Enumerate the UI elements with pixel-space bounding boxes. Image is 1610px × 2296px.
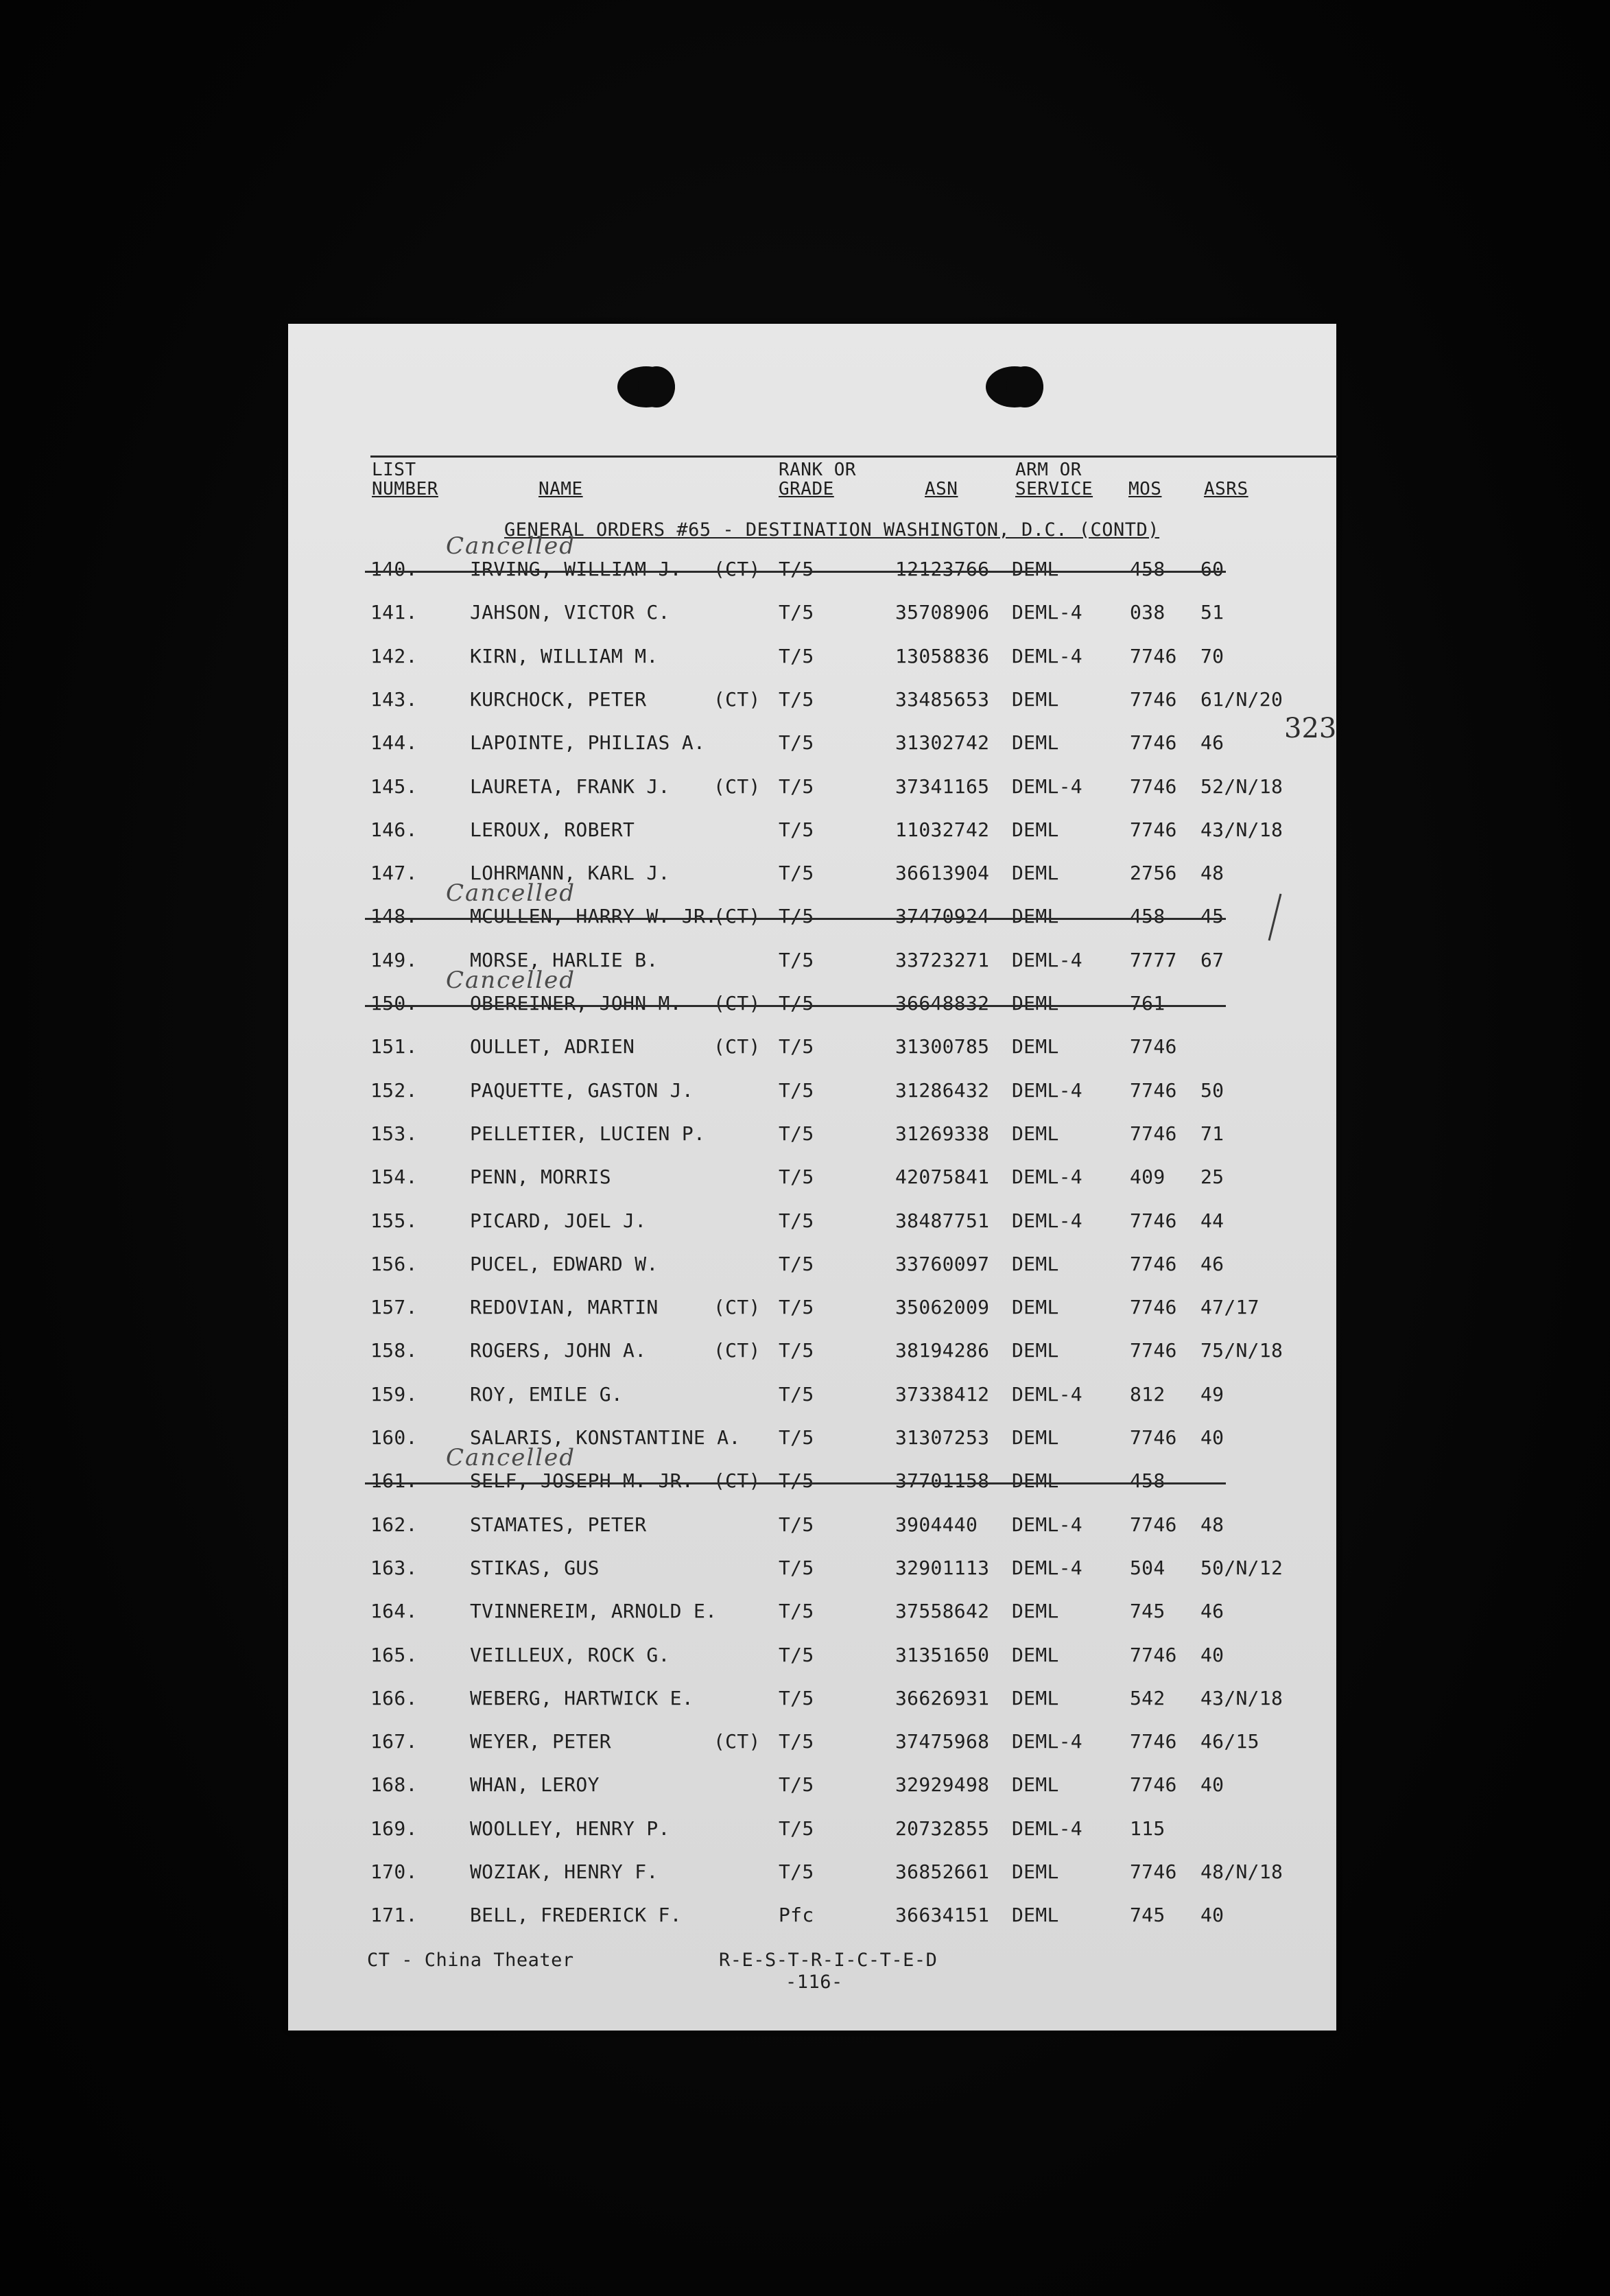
cell-num: 151.: [370, 1035, 418, 1058]
cell-asn: 37701158: [895, 1469, 990, 1492]
cell-svc: DEML-4: [1012, 1730, 1082, 1753]
cell-name: MORSE, HARLIE B.: [470, 949, 659, 971]
table-row: [288, 1815, 1336, 1843]
cell-asn: 37341165: [895, 775, 990, 798]
cell-grade: T/5: [779, 1730, 814, 1753]
table-row: [288, 1163, 1336, 1191]
cell-asrs: 51: [1200, 601, 1224, 624]
cell-num: 162.: [370, 1513, 418, 1536]
table-row: [288, 1294, 1336, 1321]
cell-svc: DEML: [1012, 1253, 1059, 1275]
cell-grade: Pfc: [779, 1904, 814, 1926]
section-title: GENERAL ORDERS #65 - DESTINATION WASHINGTON, D.C. (CONTD): [504, 519, 1160, 541]
table-row: [288, 1381, 1336, 1408]
cell-mos: 745: [1130, 1904, 1165, 1926]
cell-svc: DEML: [1012, 1773, 1059, 1796]
cell-name: LOHRMANN, KARL J.: [470, 862, 670, 884]
cell-asn: 31286432: [895, 1079, 990, 1102]
cell-svc: DEML-4: [1012, 1513, 1082, 1536]
punch-hole-right: [986, 366, 1043, 407]
table-row: [288, 532, 1336, 583]
cell-grade: T/5: [779, 1644, 814, 1666]
cell-asrs: 48/N/18: [1200, 1860, 1283, 1883]
cell-asn: 36613904: [895, 862, 990, 884]
cell-asn: 36634151: [895, 1904, 990, 1926]
cell-grade: T/5: [779, 1426, 814, 1449]
cell-name: KURCHOCK, PETER: [470, 688, 647, 711]
header-name: NAME: [538, 479, 583, 499]
cell-grade: T/5: [779, 862, 814, 884]
cell-asn: 37475968: [895, 1730, 990, 1753]
cell-grade: T/5: [779, 1035, 814, 1058]
header-mos: MOS: [1128, 479, 1162, 499]
cancelled-handwriting: Cancelled: [446, 532, 576, 560]
cell-mos: 7746: [1130, 1513, 1177, 1536]
cell-ct: (CT): [713, 1469, 761, 1492]
cell-grade: T/5: [779, 1513, 814, 1536]
cell-mos: 7746: [1130, 1253, 1177, 1275]
cell-num: 153.: [370, 1122, 418, 1145]
cell-mos: 458: [1130, 558, 1165, 580]
cell-asn: 13058836: [895, 645, 990, 667]
cell-name: SALARIS, KONSTANTINE A.: [470, 1426, 741, 1449]
cell-svc: DEML-4: [1012, 1165, 1082, 1188]
cell-grade: T/5: [779, 1122, 814, 1145]
cell-mos: 542: [1130, 1687, 1165, 1709]
cancelled-handwriting: Cancelled: [446, 879, 576, 907]
cell-name: WOOLLEY, HENRY P.: [470, 1817, 670, 1840]
cell-svc: DEML-4: [1012, 1079, 1082, 1102]
cell-mos: 7746: [1130, 645, 1177, 667]
cell-num: 171.: [370, 1904, 418, 1926]
cell-asn: 35708906: [895, 601, 990, 624]
footer-legend: CT - China Theater: [367, 1950, 574, 1971]
cell-ct: (CT): [713, 1339, 761, 1362]
table-row: [288, 1554, 1336, 1582]
cell-asrs: 46: [1200, 1253, 1224, 1275]
cell-mos: 812: [1130, 1383, 1165, 1406]
cell-num: 148.: [370, 905, 418, 927]
cell-asrs: 61/N/20: [1200, 688, 1283, 711]
cell-name: KIRN, WILLIAM M.: [470, 645, 659, 667]
cell-num: 170.: [370, 1860, 418, 1883]
table-row: [288, 1251, 1336, 1278]
cell-num: 160.: [370, 1426, 418, 1449]
cell-asrs: 46: [1200, 1600, 1224, 1622]
cell-asn: 32901113: [895, 1557, 990, 1579]
cell-num: 156.: [370, 1253, 418, 1275]
footer-classification: R-E-S-T-R-I-C-T-E-D: [719, 1950, 938, 1971]
cell-grade: T/5: [779, 601, 814, 624]
cell-mos: 458: [1130, 905, 1165, 927]
cell-asn: 36852661: [895, 1860, 990, 1883]
cell-asrs: 71: [1200, 1122, 1224, 1145]
table-row: [288, 1642, 1336, 1669]
cell-grade: T/5: [779, 1209, 814, 1232]
cell-num: 167.: [370, 1730, 418, 1753]
cell-svc: DEML: [1012, 1122, 1059, 1145]
table-row: [288, 1207, 1336, 1235]
cell-mos: 7746: [1130, 1644, 1177, 1666]
table-row: [288, 773, 1336, 801]
cell-num: 165.: [370, 1644, 418, 1666]
cell-ct: (CT): [713, 992, 761, 1015]
cell-svc: DEML-4: [1012, 1383, 1082, 1406]
table-row: [288, 686, 1336, 713]
table-row: [288, 816, 1336, 844]
cell-asrs: 43/N/18: [1200, 818, 1283, 841]
cell-num: 147.: [370, 862, 418, 884]
cell-asn: 37558642: [895, 1600, 990, 1622]
cell-asrs: 49: [1200, 1383, 1224, 1406]
cell-mos: 761: [1130, 992, 1165, 1015]
cell-asrs: 48: [1200, 862, 1224, 884]
table-row: [288, 599, 1336, 626]
cell-num: 143.: [370, 688, 418, 711]
cell-svc: DEML: [1012, 731, 1059, 754]
cell-num: 164.: [370, 1600, 418, 1622]
cell-grade: T/5: [779, 1557, 814, 1579]
cell-ct: (CT): [713, 905, 761, 927]
cell-name: STIKAS, GUS: [470, 1557, 600, 1579]
cell-svc: DEML: [1012, 1860, 1059, 1883]
cell-name: LAURETA, FRANK J.: [470, 775, 670, 798]
header-list-number-l1: LIST: [372, 460, 416, 480]
cell-ct: (CT): [713, 775, 761, 798]
cell-mos: 115: [1130, 1817, 1165, 1840]
cell-mos: 458: [1130, 1469, 1165, 1492]
cell-svc: DEML-4: [1012, 601, 1082, 624]
cell-mos: 7746: [1130, 731, 1177, 754]
cell-mos: 504: [1130, 1557, 1165, 1579]
table-row: [288, 729, 1336, 757]
cell-asrs: 44: [1200, 1209, 1224, 1232]
cell-name: OBEREINER, JOHN M.: [470, 992, 682, 1015]
cell-svc: DEML: [1012, 818, 1059, 841]
cell-grade: T/5: [779, 1860, 814, 1883]
cell-mos: 409: [1130, 1165, 1165, 1188]
table-row: [288, 1902, 1336, 1929]
cell-mos: 745: [1130, 1600, 1165, 1622]
cell-asrs: 52/N/18: [1200, 775, 1283, 798]
cell-grade: T/5: [779, 731, 814, 754]
cell-asrs: 50/N/12: [1200, 1557, 1283, 1579]
cell-name: PUCEL, EDWARD W.: [470, 1253, 659, 1275]
cell-name: WEBERG, HARTWICK E.: [470, 1687, 694, 1709]
header-arm-l2: SERVICE: [1015, 479, 1093, 499]
strike-through-line: [365, 1482, 1226, 1484]
cell-name: STAMATES, PETER: [470, 1513, 647, 1536]
cell-svc: DEML: [1012, 1035, 1059, 1058]
cell-grade: T/5: [779, 949, 814, 971]
cell-name: WEYER, PETER: [470, 1730, 611, 1753]
cell-svc: DEML: [1012, 688, 1059, 711]
strike-through-line: [365, 571, 1226, 573]
cell-asrs: 45: [1200, 905, 1224, 927]
table-row: [288, 643, 1336, 670]
cell-ct: (CT): [713, 1296, 761, 1318]
cell-name: PELLETIER, LUCIEN P.: [470, 1122, 706, 1145]
cell-num: 141.: [370, 601, 418, 624]
cell-svc: DEML-4: [1012, 775, 1082, 798]
cell-grade: T/5: [779, 1687, 814, 1709]
cell-grade: T/5: [779, 1339, 814, 1362]
header-asrs: ASRS: [1204, 479, 1248, 499]
cell-asn: 12123766: [895, 558, 990, 580]
cell-num: 142.: [370, 645, 418, 667]
cell-asn: 31302742: [895, 731, 990, 754]
header-rank-l2: GRADE: [779, 479, 834, 499]
header-list-number-l2: NUMBER: [372, 479, 438, 499]
cell-mos: 038: [1130, 601, 1165, 624]
cell-mos: 7746: [1130, 1730, 1177, 1753]
cell-svc: DEML: [1012, 1644, 1059, 1666]
cell-num: 163.: [370, 1557, 418, 1579]
cell-mos: 7746: [1130, 775, 1177, 798]
cell-svc: DEML: [1012, 1339, 1059, 1362]
cell-grade: T/5: [779, 1817, 814, 1840]
cell-num: 158.: [370, 1339, 418, 1362]
cell-name: PICARD, JOEL J.: [470, 1209, 647, 1232]
cell-svc: DEML: [1012, 862, 1059, 884]
cell-asrs: 25: [1200, 1165, 1224, 1188]
cell-asn: 11032742: [895, 818, 990, 841]
footer-page-number: -116-: [785, 1972, 843, 1993]
cell-name: LEROUX, ROBERT: [470, 818, 635, 841]
cell-mos: 7746: [1130, 1035, 1177, 1058]
table-row: [288, 1685, 1336, 1712]
cell-name: VEILLEUX, ROCK G.: [470, 1644, 670, 1666]
cell-grade: T/5: [779, 1600, 814, 1622]
cell-asrs: 70: [1200, 645, 1224, 667]
cell-svc: DEML: [1012, 1296, 1059, 1318]
cell-num: 157.: [370, 1296, 418, 1318]
cell-svc: DEML-4: [1012, 949, 1082, 971]
cell-grade: T/5: [779, 645, 814, 667]
strike-through-line: [365, 918, 1226, 920]
strike-through-line: [365, 1005, 1226, 1007]
table-row: [288, 1728, 1336, 1755]
cell-num: 152.: [370, 1079, 418, 1102]
table-row: [288, 1337, 1336, 1364]
table-row: [288, 1444, 1336, 1495]
cell-num: 145.: [370, 775, 418, 798]
cell-svc: DEML-4: [1012, 1209, 1082, 1232]
cell-ct: (CT): [713, 558, 761, 580]
cell-name: TVINNEREIM, ARNOLD E.: [470, 1600, 718, 1622]
cell-asn: 31307253: [895, 1426, 990, 1449]
cell-mos: 7746: [1130, 1079, 1177, 1102]
cell-asrs: 40: [1200, 1773, 1224, 1796]
cell-name: MCULLEN, HARRY W. JR.: [470, 905, 718, 927]
cell-grade: T/5: [779, 1296, 814, 1318]
cell-asrs: 40: [1200, 1904, 1224, 1926]
cell-asrs: 43/N/18: [1200, 1687, 1283, 1709]
table-row: [288, 1511, 1336, 1539]
cell-num: 149.: [370, 949, 418, 971]
cell-mos: 7777: [1130, 949, 1177, 971]
table-row: [288, 1598, 1336, 1625]
cell-name: ROY, EMILE G.: [470, 1383, 624, 1406]
cell-mos: 7746: [1130, 818, 1177, 841]
cell-grade: T/5: [779, 905, 814, 927]
cell-mos: 7746: [1130, 1860, 1177, 1883]
cell-asn: 42075841: [895, 1165, 990, 1188]
cell-grade: T/5: [779, 992, 814, 1015]
cell-asn: 3904440: [895, 1513, 978, 1536]
table-row: [288, 967, 1336, 1017]
cell-asn: 35062009: [895, 1296, 990, 1318]
cancelled-handwriting: Cancelled: [446, 1444, 576, 1471]
cell-name: WHAN, LEROY: [470, 1773, 600, 1796]
cell-ct: (CT): [713, 1035, 761, 1058]
cancelled-handwriting: Cancelled: [446, 967, 576, 994]
cell-svc: DEML-4: [1012, 1557, 1082, 1579]
cell-num: 159.: [370, 1383, 418, 1406]
cell-asn: 37470924: [895, 905, 990, 927]
table-row: [288, 1077, 1336, 1104]
cell-asn: 31269338: [895, 1122, 990, 1145]
cell-asrs: 46: [1200, 731, 1224, 754]
cell-asrs: 75/N/18: [1200, 1339, 1283, 1362]
cell-mos: 7746: [1130, 1296, 1177, 1318]
cell-num: 154.: [370, 1165, 418, 1188]
cell-name: WOZIAK, HENRY F.: [470, 1860, 659, 1883]
cell-asrs: 40: [1200, 1426, 1224, 1449]
cell-num: 155.: [370, 1209, 418, 1232]
table-row: [288, 1771, 1336, 1799]
cell-svc: DEML: [1012, 992, 1059, 1015]
cell-asn: 36626931: [895, 1687, 990, 1709]
cell-num: 140.: [370, 558, 418, 580]
header-top-rule: [370, 455, 1338, 458]
cell-num: 144.: [370, 731, 418, 754]
margin-page-annotation: 323: [1284, 713, 1337, 744]
cell-asn: 38194286: [895, 1339, 990, 1362]
cell-mos: 7746: [1130, 1122, 1177, 1145]
header-arm-l1: ARM OR: [1015, 460, 1082, 480]
cell-mos: 7746: [1130, 1773, 1177, 1796]
cell-name: JAHSON, VICTOR C.: [470, 601, 670, 624]
cell-num: 146.: [370, 818, 418, 841]
cell-asrs: 48: [1200, 1513, 1224, 1536]
cell-grade: T/5: [779, 818, 814, 841]
cell-asn: 37338412: [895, 1383, 990, 1406]
cell-svc: DEML: [1012, 558, 1059, 580]
cell-grade: T/5: [779, 688, 814, 711]
cell-grade: T/5: [779, 1079, 814, 1102]
cell-grade: T/5: [779, 1165, 814, 1188]
cell-asn: 38487751: [895, 1209, 990, 1232]
cell-svc: DEML-4: [1012, 645, 1082, 667]
cell-svc: DEML: [1012, 1600, 1059, 1622]
header-rank-l1: RANK OR: [779, 460, 857, 480]
cell-num: 168.: [370, 1773, 418, 1796]
cell-name: IRVING, WILLIAM J.: [470, 558, 682, 580]
cell-name: LAPOINTE, PHILIAS A.: [470, 731, 706, 754]
cell-asn: 33760097: [895, 1253, 990, 1275]
cell-asn: 33485653: [895, 688, 990, 711]
cell-grade: T/5: [779, 1383, 814, 1406]
cell-svc: DEML: [1012, 905, 1059, 927]
cell-num: 166.: [370, 1687, 418, 1709]
cell-svc: DEML: [1012, 1469, 1059, 1492]
cell-svc: DEML-4: [1012, 1817, 1082, 1840]
cell-asrs: 67: [1200, 949, 1224, 971]
cell-name: BELL, FREDERICK F.: [470, 1904, 682, 1926]
cell-name: PAQUETTE, GASTON J.: [470, 1079, 694, 1102]
cell-mos: 7746: [1130, 1426, 1177, 1449]
cell-asrs: 47/17: [1200, 1296, 1259, 1318]
document-page: [288, 324, 1336, 2031]
cell-mos: 2756: [1130, 862, 1177, 884]
cell-ct: (CT): [713, 688, 761, 711]
cell-asrs: 40: [1200, 1644, 1224, 1666]
cell-asn: 33723271: [895, 949, 990, 971]
header-asn: ASN: [925, 479, 958, 499]
cell-name: OULLET, ADRIEN: [470, 1035, 635, 1058]
table-row: [288, 1858, 1336, 1886]
cell-svc: DEML: [1012, 1426, 1059, 1449]
cell-asrs: 60: [1200, 558, 1224, 580]
cell-asrs: 46/15: [1200, 1730, 1259, 1753]
cell-num: 161.: [370, 1469, 418, 1492]
cell-name: REDOVIAN, MARTIN: [470, 1296, 659, 1318]
cell-name: ROGERS, JOHN A.: [470, 1339, 647, 1362]
cell-asn: 32929498: [895, 1773, 990, 1796]
table-row: [288, 1120, 1336, 1148]
cell-mos: 7746: [1130, 1209, 1177, 1232]
cell-ct: (CT): [713, 1730, 761, 1753]
cell-asn: 31351650: [895, 1644, 990, 1666]
cell-name: PENN, MORRIS: [470, 1165, 611, 1188]
cell-mos: 7746: [1130, 688, 1177, 711]
cell-asn: 31300785: [895, 1035, 990, 1058]
cell-asn: 20732855: [895, 1817, 990, 1840]
cell-asn: 36648832: [895, 992, 990, 1015]
cell-svc: DEML: [1012, 1904, 1059, 1926]
cell-num: 150.: [370, 992, 418, 1015]
cell-mos: 7746: [1130, 1339, 1177, 1362]
cell-svc: DEML: [1012, 1687, 1059, 1709]
cell-grade: T/5: [779, 1469, 814, 1492]
cell-grade: T/5: [779, 775, 814, 798]
cell-num: 169.: [370, 1817, 418, 1840]
punch-hole-left: [617, 366, 675, 407]
table-row: [288, 879, 1336, 930]
table-row: [288, 1033, 1336, 1061]
cell-grade: T/5: [779, 1253, 814, 1275]
cell-name: SELF, JOSEPH M. JR.: [470, 1469, 694, 1492]
cell-grade: T/5: [779, 1773, 814, 1796]
cell-asrs: 50: [1200, 1079, 1224, 1102]
cell-grade: T/5: [779, 558, 814, 580]
